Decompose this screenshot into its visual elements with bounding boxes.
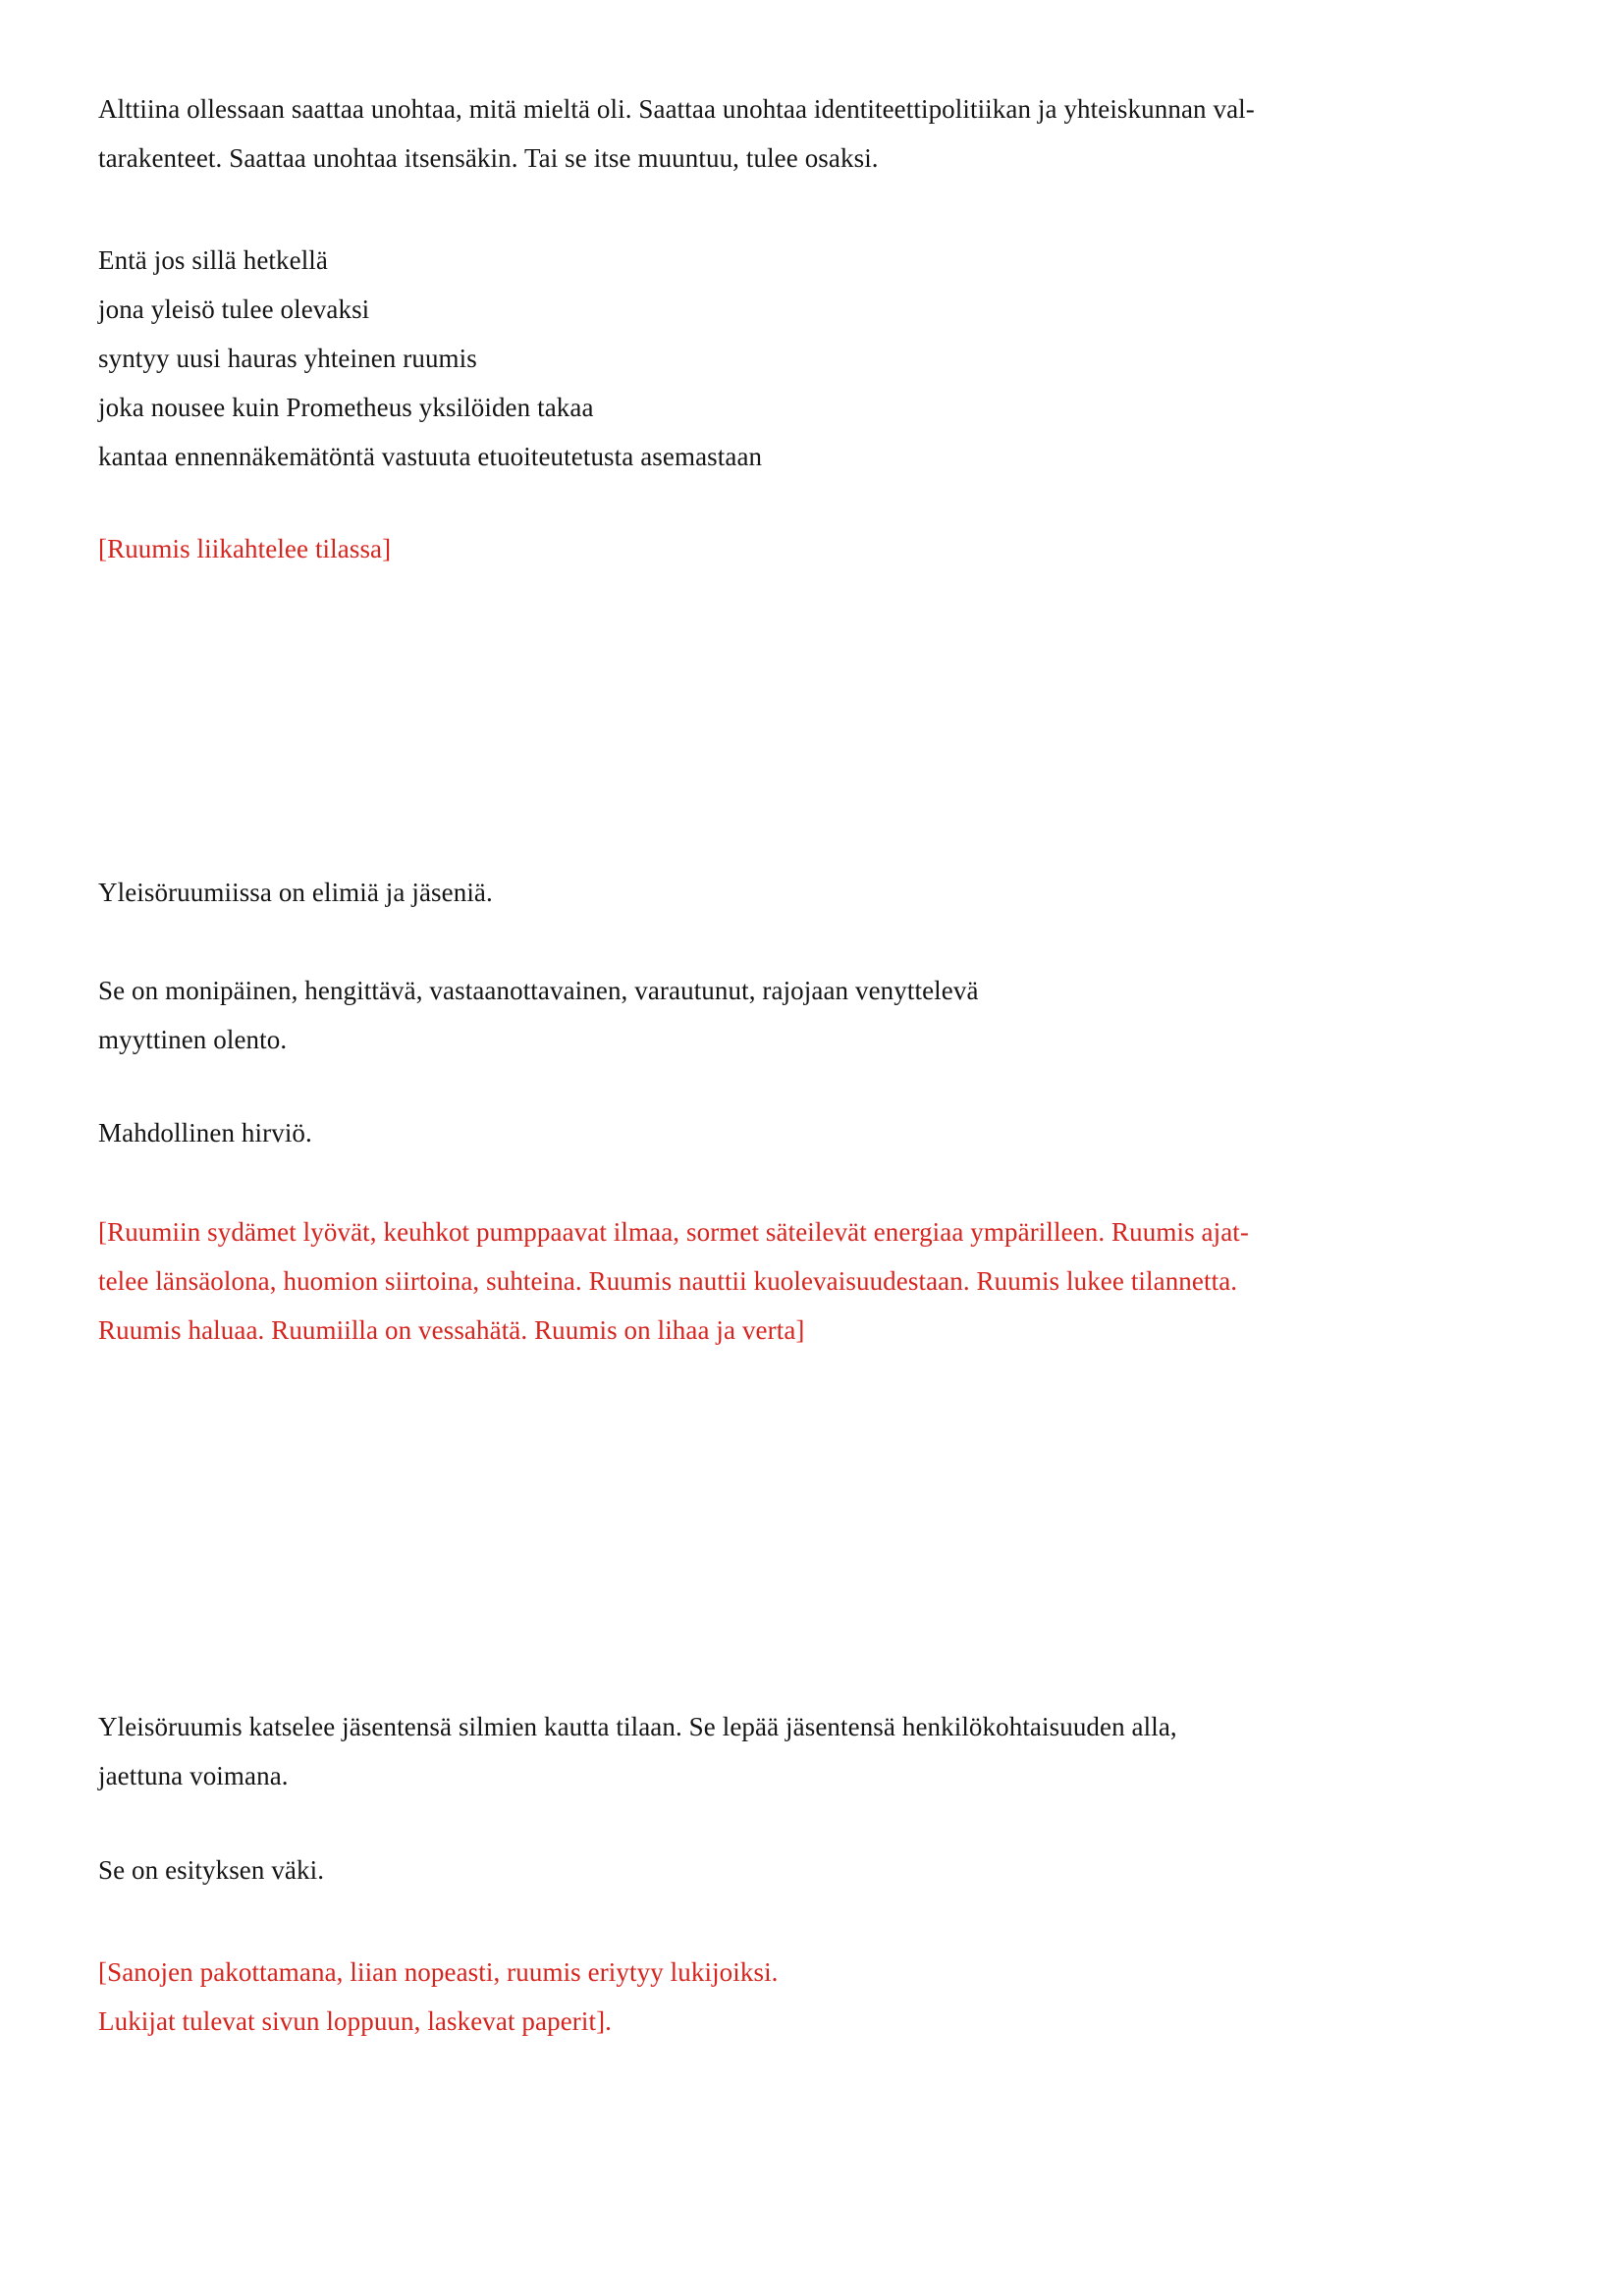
stage-direction-line: [Sanojen pakottamana, liian nopeasti, ruumis eriytyy lukijoiksi. <box>98 1957 779 1987</box>
intro-paragraph <box>98 84 1565 183</box>
text-line: Alttiina ollessaan saattaa unohtaa, mitä mieltä oli. Saattaa unohtaa identiteettipolitiikan ja yhteiskunnan val- <box>98 94 1255 124</box>
poem-line: Entä jos sillä hetkellä <box>98 245 328 275</box>
stage-direction-line: Lukijat tulevat sivun loppuun, laskevat paperit]. <box>98 2006 613 2036</box>
text-line: jaettuna voimana. <box>98 1761 289 1790</box>
text-line: tarakenteet. Saattaa unohtaa itsensäkin. Tai se itse muuntuu, tulee osaksi. <box>98 143 879 173</box>
text-line: Mahdollinen hirviö. <box>98 1118 312 1148</box>
text-line: myyttinen olento. <box>98 1025 288 1054</box>
text-line: Se on esityksen väki. <box>98 1855 325 1885</box>
poem-line: joka nousee kuin Prometheus yksilöiden takaa <box>98 393 594 422</box>
poem-line: syntyy uusi hauras yhteinen ruumis <box>98 344 477 373</box>
poem-line: jona yleisö tulee olevaksi <box>98 294 370 324</box>
text-line: Yleisöruumiissa on elimiä ja jäseniä. <box>98 878 493 907</box>
body-paragraph <box>98 868 1565 917</box>
stage-direction-line: [Ruumiin sydämet lyövät, keuhkot pumppaavat ilmaa, sormet säteilevät energiaa ympärilleen. Ruumis ajat- <box>98 1217 1249 1247</box>
stage-direction <box>98 1207 1565 1355</box>
stage-direction <box>98 1948 1565 2046</box>
stage-direction-line: Ruumis haluaa. Ruumiilla on vessahätä. Ruumis on lihaa ja verta] <box>98 1315 805 1345</box>
body-paragraph <box>98 1702 1565 1800</box>
body-paragraph <box>98 1108 1565 1157</box>
body-paragraph <box>98 966 1565 1064</box>
text-line: Se on monipäinen, hengittävä, vastaanottavainen, varautunut, rajojaan venyttelevä <box>98 976 979 1005</box>
stage-direction <box>98 524 1565 573</box>
stage-direction-line: telee länsäolona, huomion siirtoina, suhteina. Ruumis nauttii kuolevaisuudestaan. Ruumis lukee tilannetta. <box>98 1266 1238 1296</box>
poem-stanza <box>98 236 1565 481</box>
poem-line: kantaa ennennäkemätöntä vastuuta etuoiteutetusta asemastaan <box>98 442 763 471</box>
text-line: Yleisöruumis katselee jäsentensä silmien kautta tilaan. Se lepää jäsentensä henkilökohtaisuuden alla, <box>98 1712 1177 1741</box>
stage-direction-line: [Ruumis liikahtelee tilassa] <box>98 534 392 563</box>
body-paragraph <box>98 1845 1565 1895</box>
